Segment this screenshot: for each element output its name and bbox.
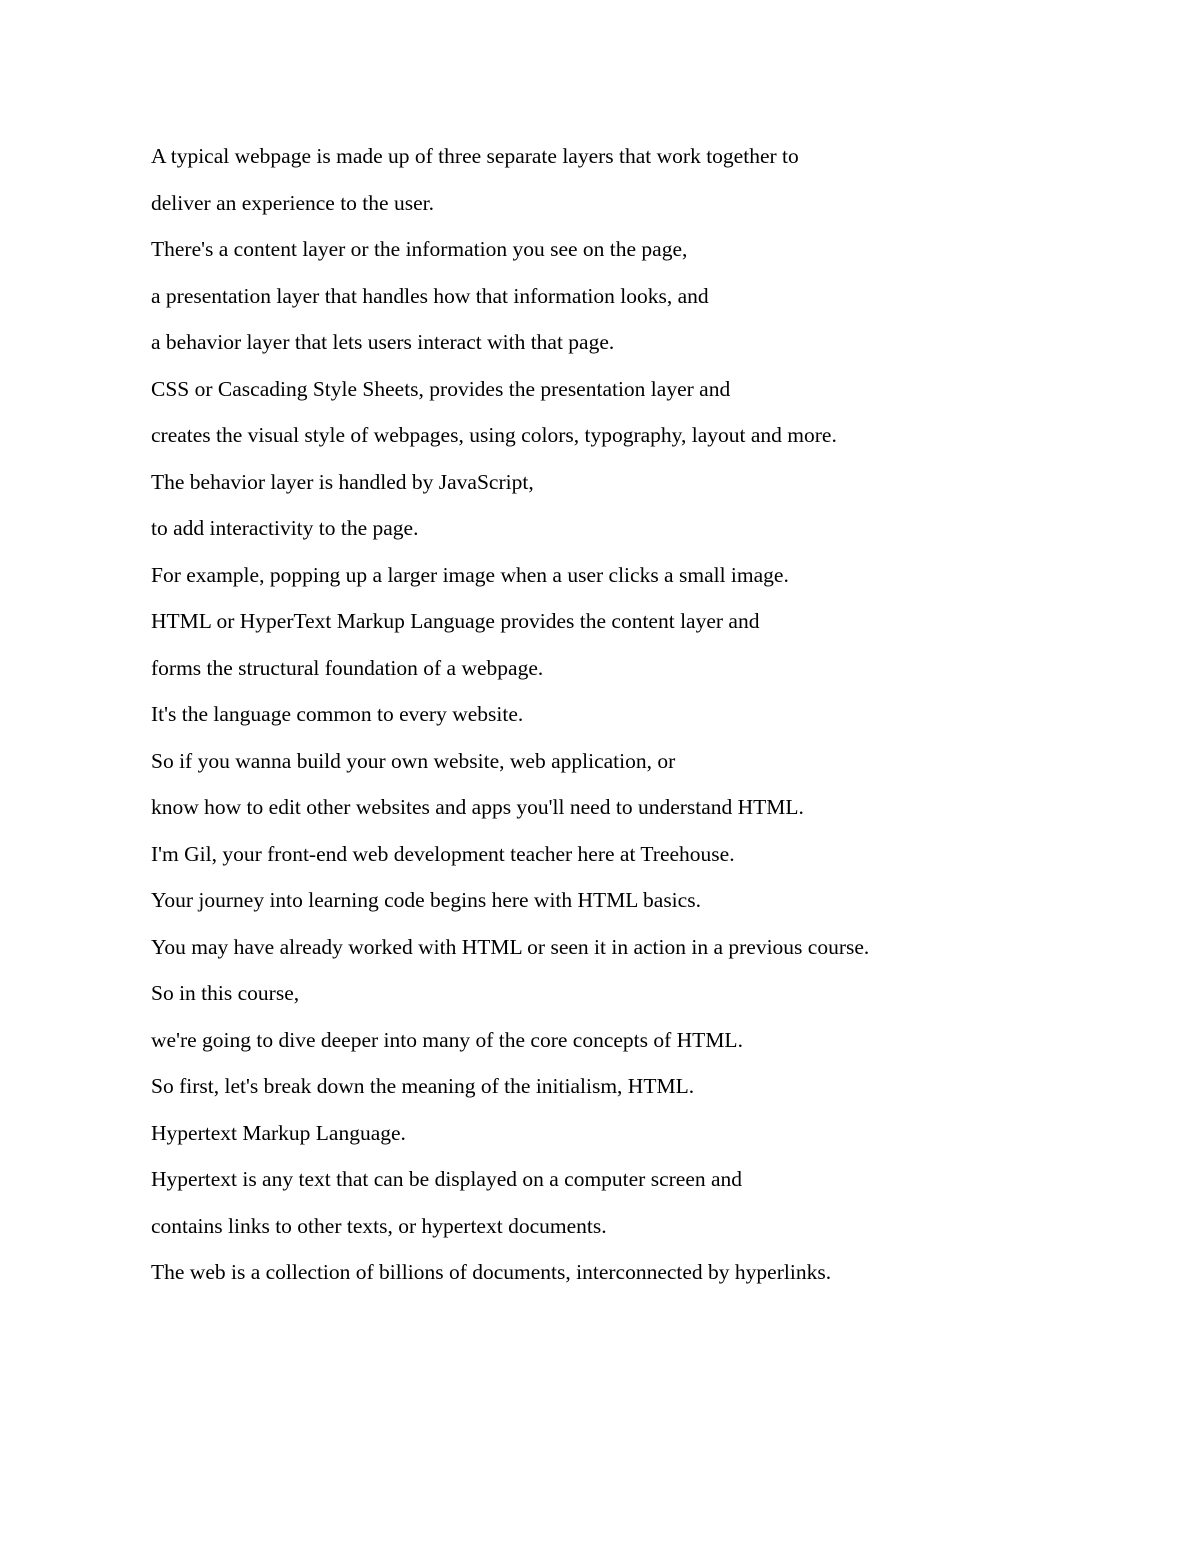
transcript-body xyxy=(151,141,881,1304)
paragraph: know how to edit other websites and apps you'll need to understand HTML. xyxy=(151,795,804,819)
paragraph: deliver an experience to the user. xyxy=(151,190,434,215)
paragraph: to add interactivity to the page. xyxy=(151,516,419,540)
paragraph: A typical webpage is made up of three separate layers that work together to xyxy=(151,144,799,168)
paragraph: It's the language common to every website. xyxy=(151,702,524,726)
paragraph: So in this course, xyxy=(151,981,300,1005)
paragraph: Hypertext is any text that can be displayed on a computer screen and xyxy=(151,1167,743,1191)
paragraph: You may have already worked with HTML or seen it in action in a previous course. xyxy=(151,934,870,959)
paragraph: There's a content layer or the information you see on the page, xyxy=(151,237,688,261)
paragraph: So if you wanna build your own website, web application, or xyxy=(151,748,676,773)
paragraph: So first, let's break down the meaning of the initialism, HTML. xyxy=(151,1074,695,1098)
paragraph: Hypertext Markup Language. xyxy=(151,1120,406,1145)
paragraph: creates the visual style of webpages, using colors, typography, layout and more. xyxy=(151,423,837,447)
paragraph: The web is a collection of billions of documents, interconnected by hyperlinks. xyxy=(151,1260,832,1284)
paragraph: we're going to dive deeper into many of the core concepts of HTML. xyxy=(151,1027,743,1052)
paragraph: For example, popping up a larger image when a user clicks a small image. xyxy=(151,562,789,587)
paragraph: CSS or Cascading Style Sheets, provides the presentation layer and xyxy=(151,376,731,401)
paragraph: forms the structural foundation of a webpage. xyxy=(151,655,544,680)
paragraph: Your journey into learning code begins here with HTML basics. xyxy=(151,888,701,912)
paragraph: a presentation layer that handles how that information looks, and xyxy=(151,283,709,308)
paragraph: contains links to other texts, or hypertext documents. xyxy=(151,1213,607,1238)
paragraph: HTML or HyperText Markup Language provides the content layer and xyxy=(151,609,760,633)
paragraph: The behavior layer is handled by JavaScript, xyxy=(151,469,534,494)
paragraph: a behavior layer that lets users interact with that page. xyxy=(151,330,615,354)
paragraph: I'm Gil, your front-end web development teacher here at Treehouse. xyxy=(151,841,735,866)
